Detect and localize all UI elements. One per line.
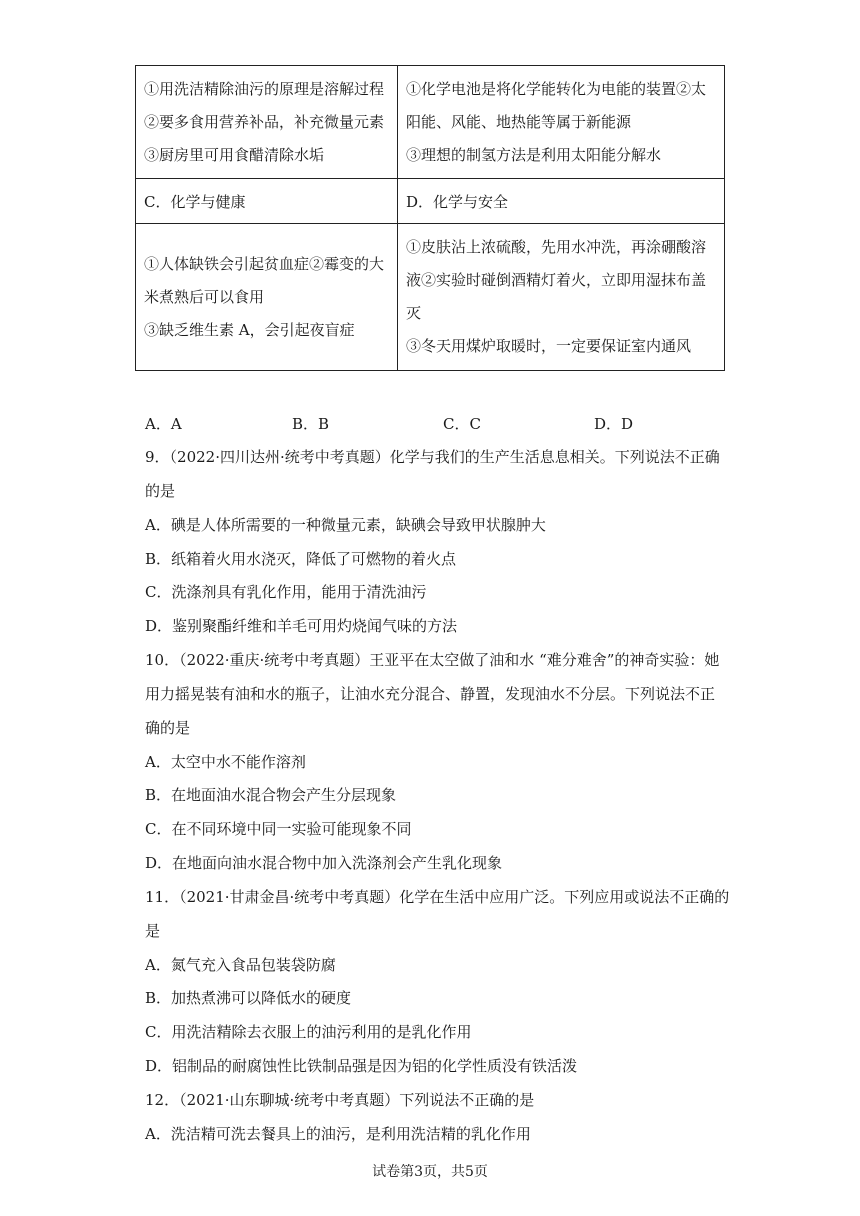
- table-cell-energy-right: [398, 66, 725, 179]
- cell-line: ③缺乏维生素 A，会引起夜盲症: [144, 320, 355, 339]
- answer-option[interactable]: C．用洗洁精除去衣服上的油污利用的是乳化作用: [145, 1023, 472, 1041]
- answer-option[interactable]: C．在不同环境中同一实验可能现象不同: [145, 820, 412, 838]
- answer-option[interactable]: A．洗洁精可洗去餐具上的油污，是利用洗洁精的乳化作用: [145, 1125, 531, 1143]
- answer-option[interactable]: B．在地面油水混合物会产生分层现象: [145, 786, 397, 804]
- question-stem: 9．（2022·四川达州·统考中考真题）化学与我们的生产生活息息相关。下列说法不正确: [145, 448, 720, 466]
- question-stem: 12．（2021·山东聊城·统考中考真题）下列说法不正确的是: [145, 1091, 535, 1109]
- answer-option[interactable]: D．鉴别聚酯纤维和羊毛可用灼烧闻气味的方法: [145, 617, 458, 635]
- cell-line: ①皮肤沾上浓硫酸，先用水冲洗，再涂硼酸溶: [406, 238, 707, 256]
- page-footer: 试卷第3页，共5页: [372, 1164, 488, 1180]
- question-stem: 11．（2021·甘肃金昌·统考中考真题）化学在生活中应用广泛。下列应用或说法不正确的: [145, 888, 730, 906]
- cell-line: 米煮熟后可以食用: [144, 287, 265, 306]
- knowledge-table: [135, 65, 725, 371]
- table-row: [136, 179, 725, 224]
- q8-option-d[interactable]: D．D: [594, 415, 634, 433]
- table-row: [136, 66, 725, 179]
- table-header-safety: D．化学与安全: [398, 179, 725, 224]
- answer-option[interactable]: A．碘是人体所需要的一种微量元素，缺碘会导致甲状腺肿大: [145, 516, 546, 534]
- cell-line: ①人体缺铁会引起贫血症②霉变的大: [144, 254, 385, 273]
- q8-option-a[interactable]: A．A: [145, 415, 182, 433]
- cell-line: ③厨房里可用食醋清除水垢: [144, 145, 325, 164]
- question-stem: 是: [145, 922, 161, 940]
- table-cell-safety: [398, 224, 725, 371]
- cell-line: ①用洗洁精除油污的原理是溶解过程: [144, 79, 385, 98]
- cell-line: 阳能、风能、地热能等属于新能源: [406, 112, 632, 131]
- table-cell-energy-left: [136, 66, 398, 179]
- question-stem: 确的是: [145, 719, 191, 737]
- cell-line: ③理想的制氢方法是利用太阳能分解水: [406, 145, 662, 164]
- answer-option[interactable]: B．加热煮沸可以降低水的硬度: [145, 989, 352, 1007]
- answer-option[interactable]: A．太空中水不能作溶剂: [145, 753, 306, 771]
- table-header-health: C．化学与健康: [136, 179, 398, 224]
- q8-option-c[interactable]: C．C: [443, 415, 481, 433]
- answer-option[interactable]: B．纸箱着火用水浇灭，降低了可燃物的着火点: [145, 550, 457, 568]
- answer-option[interactable]: C．洗涤剂具有乳化作用，能用于清洗油污: [145, 583, 427, 601]
- cell-line: 液②实验时碰倒酒精灯着火，立即用湿抹布盖: [406, 271, 707, 289]
- q8-option-b[interactable]: B．B: [292, 415, 330, 433]
- table-row: [136, 224, 725, 371]
- answer-option[interactable]: A．氮气充入食品包装袋防腐: [145, 956, 336, 974]
- table-cell-health: [136, 224, 398, 371]
- answer-option[interactable]: D．铝制品的耐腐蚀性比铁制品强是因为铝的化学性质没有铁活泼: [145, 1057, 578, 1075]
- cell-line: 灭: [406, 304, 422, 322]
- question-stem: 10．（2022·重庆·统考中考真题）王亚平在太空做了油和水 “难分难舍”的神奇实验：她: [145, 651, 720, 669]
- answer-option[interactable]: D．在地面向油水混合物中加入洗涤剂会产生乳化现象: [145, 854, 503, 872]
- question-stem: 的是: [145, 482, 176, 500]
- question-stem: 用力摇晃装有油和水的瓶子，让油水充分混合、静置，发现油水不分层。下列说法不正: [145, 685, 716, 703]
- cell-line: ③冬天用煤炉取暖时，一定要保证室内通风: [406, 337, 692, 355]
- cell-line: ①化学电池是将化学能转化为电能的装置②太: [406, 79, 707, 98]
- cell-line: ②要多食用营养补品，补充微量元素: [144, 112, 385, 131]
